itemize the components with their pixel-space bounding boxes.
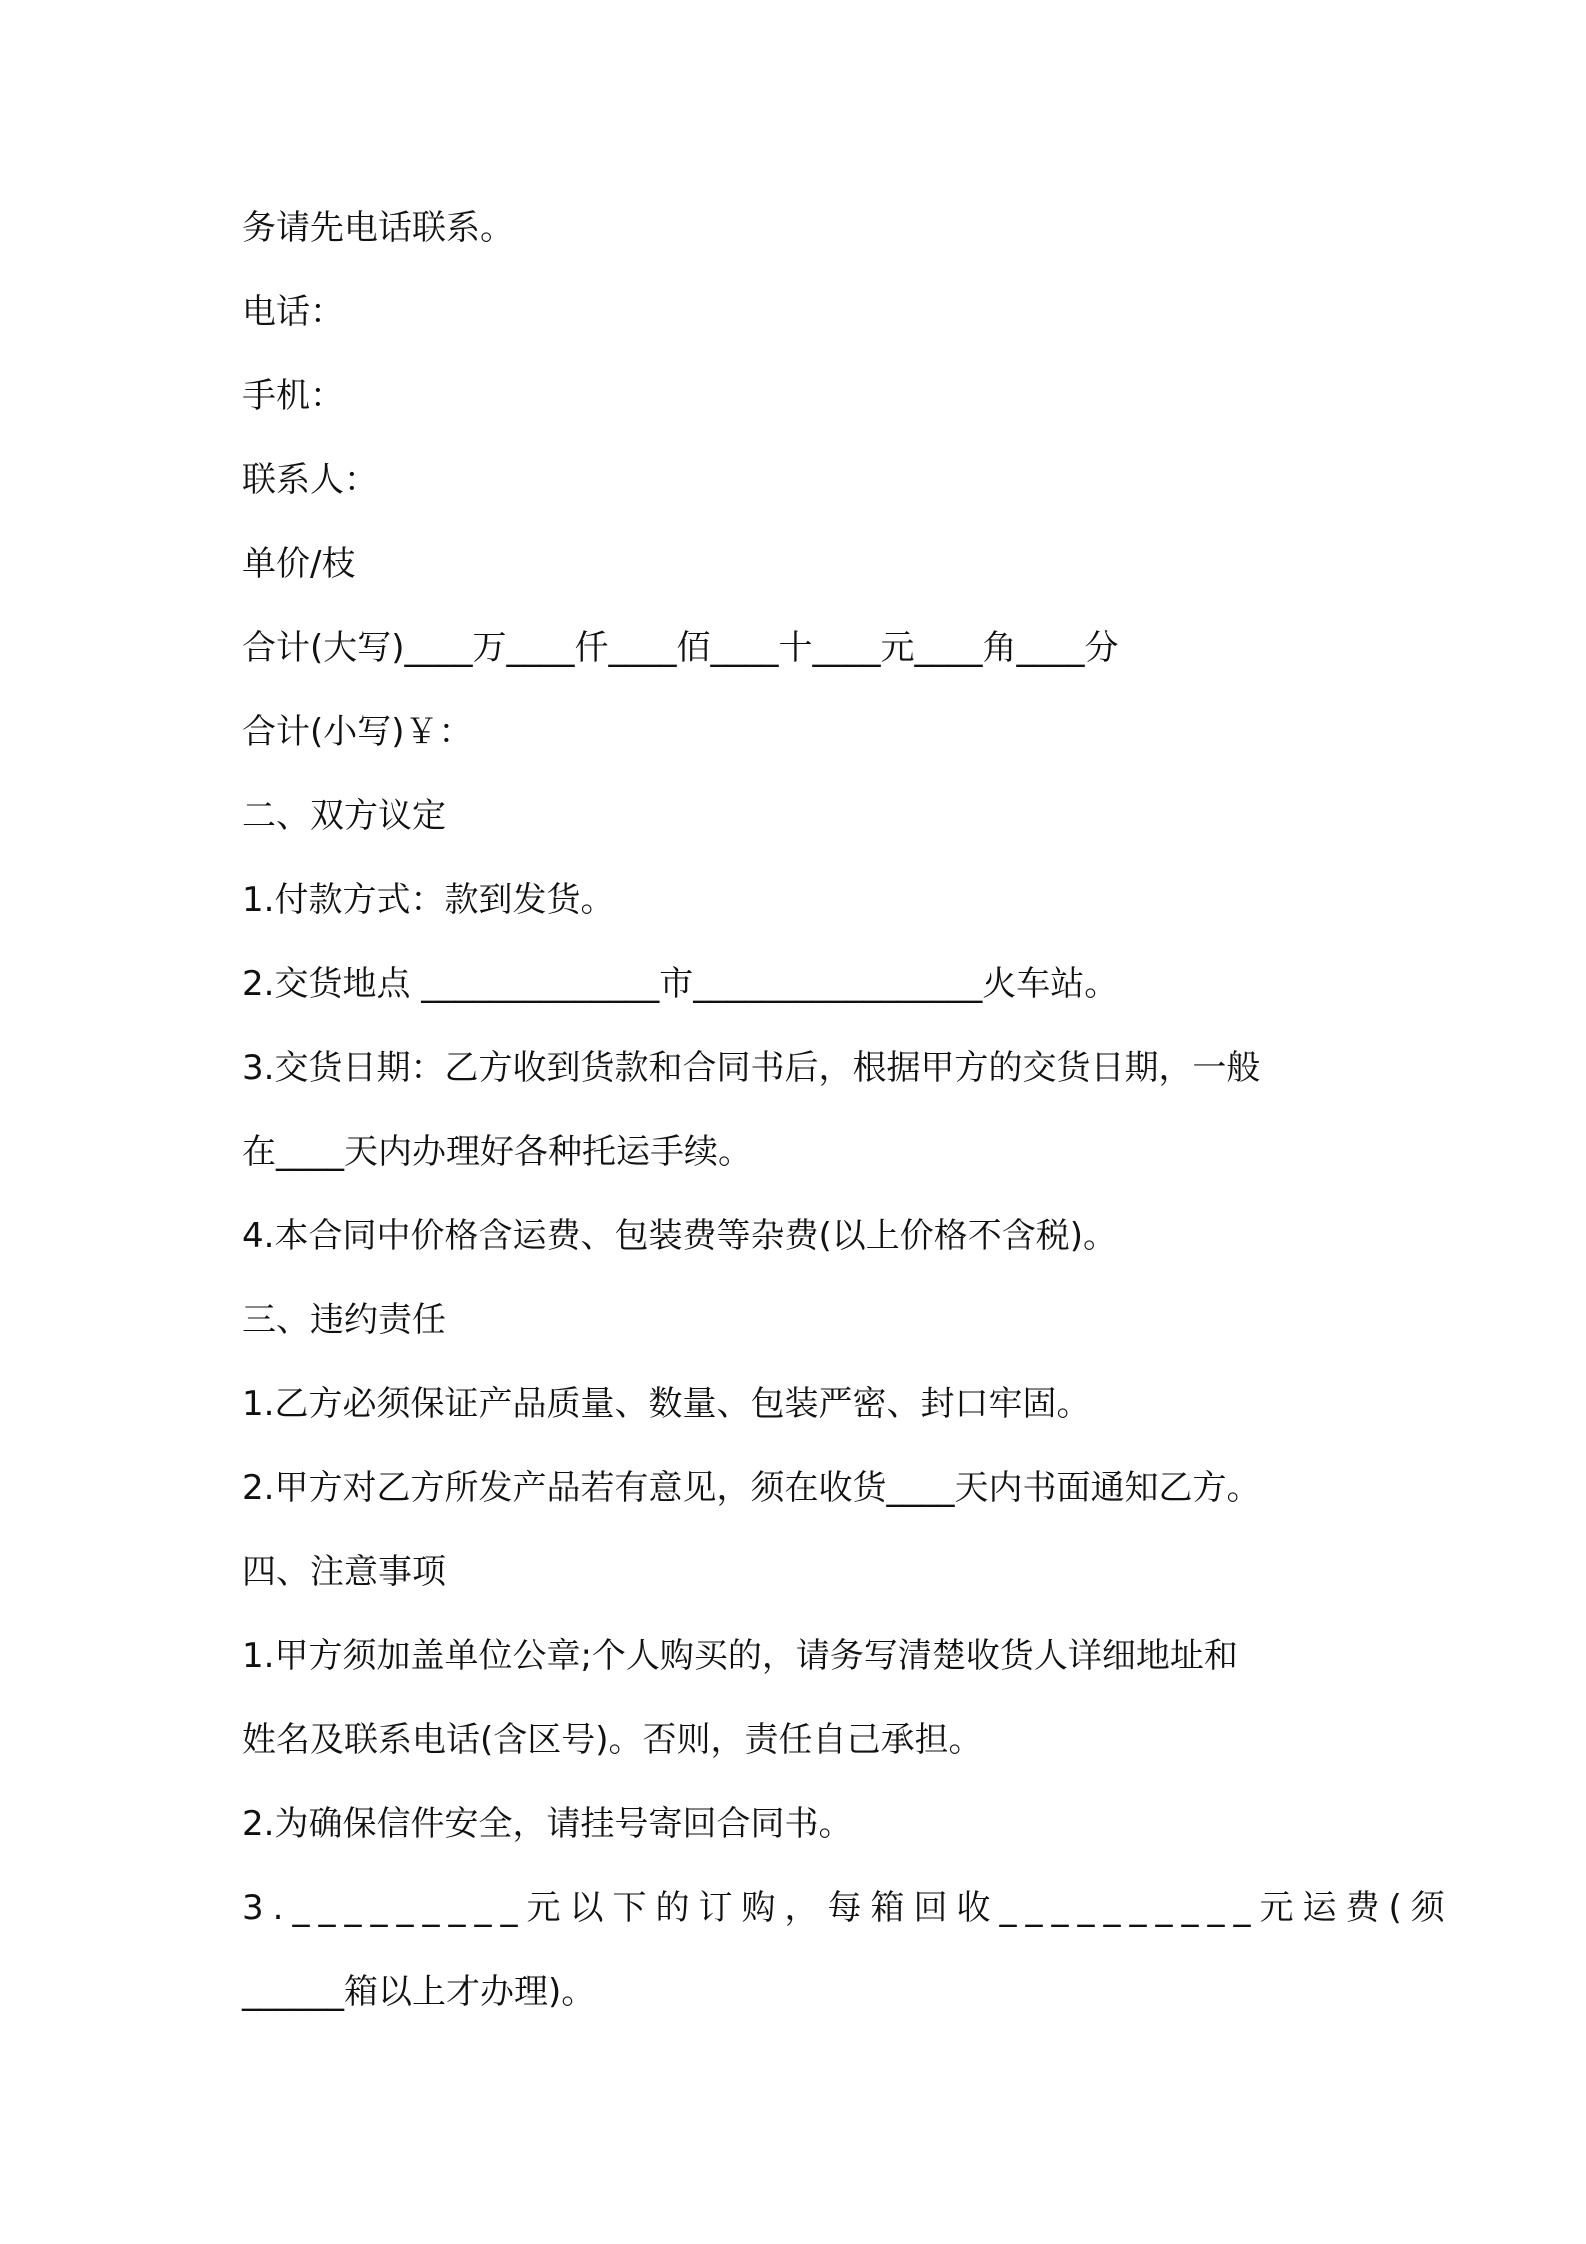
text-line-objection: 2.甲方对乙方所发产品若有意见，须在收货____天内书面通知乙方。 <box>242 1468 1261 1508</box>
text-line-registered-mail: 2.为确保信件安全，请挂号寄回合同书。 <box>242 1804 853 1844</box>
text-line-freight: 3._________元以下的订购，每箱回收__________元运费(须 <box>242 1888 1454 1928</box>
text-line-delivery-place: 2.交货地点 ______________市_________________火车站。 <box>242 964 1119 1004</box>
text-line-mobile: 手机： <box>242 376 344 416</box>
text-line-contact-note: 务请先电话联系。 <box>242 208 514 248</box>
text-line-seal-cont: 姓名及联系电话(含区号)。否则，责任自己承担。 <box>242 1720 983 1760</box>
text-line-total-numeric: 合计(小写)￥： <box>242 712 473 752</box>
text-line-payment: 1.付款方式：款到发货。 <box>242 880 615 920</box>
text-line-price-note: 4.本合同中价格含运费、包装费等杂费(以上价格不含税)。 <box>242 1216 1117 1256</box>
text-line-quality: 1.乙方必须保证产品质量、数量、包装严密、封口牢固。 <box>242 1384 1091 1424</box>
text-line-total-capital: 合计(大写)____万____仟____佰____十____元____角____分 <box>242 628 1119 668</box>
section-heading-agreement: 二、双方议定 <box>242 796 446 836</box>
text-line-freight-cont: ______箱以上才办理)。 <box>242 1972 596 2012</box>
text-line-contact-person: 联系人： <box>242 460 378 500</box>
text-line-seal: 1.甲方须加盖单位公章;个人购买的，请务写清楚收货人详细地址和 <box>242 1636 1238 1676</box>
text-line-delivery-date: 3.交货日期：乙方收到货款和合同书后，根据甲方的交货日期，一般 <box>242 1048 1261 1088</box>
section-heading-liability: 三、违约责任 <box>242 1300 446 1340</box>
text-line-phone: 电话： <box>242 292 344 332</box>
section-heading-notes: 四、注意事项 <box>242 1552 446 1592</box>
text-line-delivery-date-cont: 在____天内办理好各种托运手续。 <box>242 1132 752 1172</box>
text-line-unit-price: 单价/枝 <box>242 544 356 584</box>
